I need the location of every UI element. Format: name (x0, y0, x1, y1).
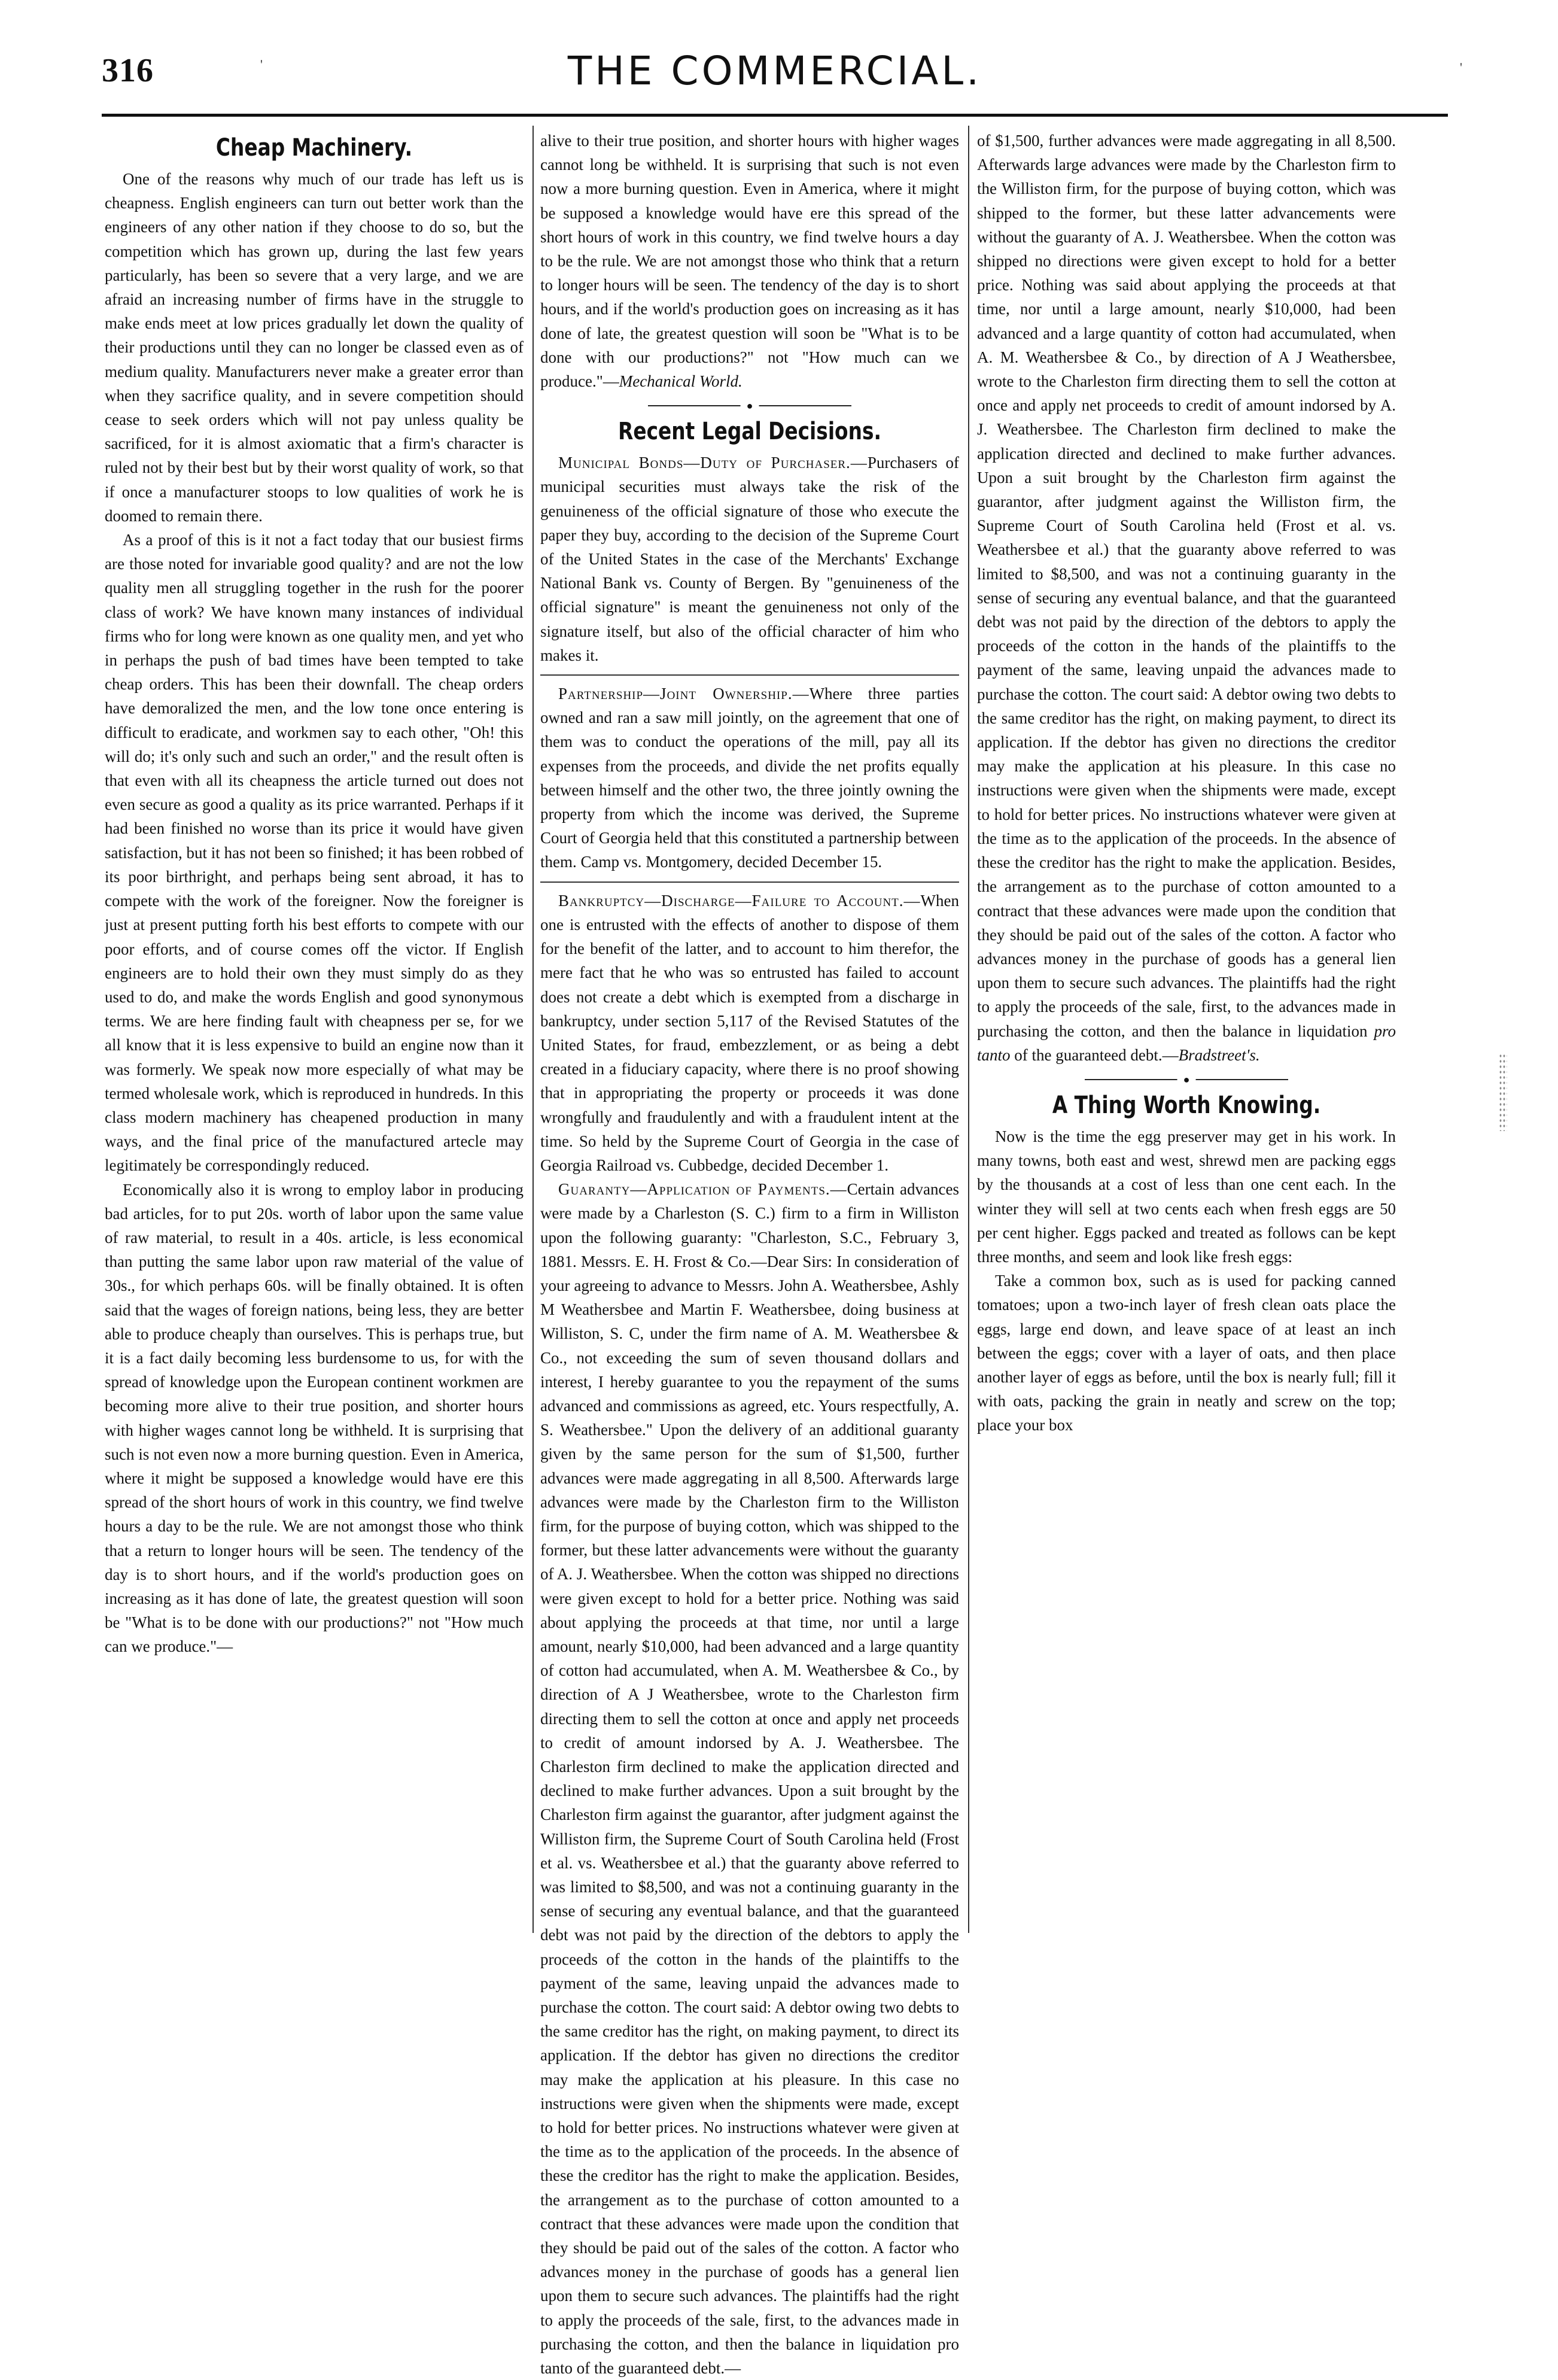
legal-item-lead: Bankruptcy—Discharge—Failure to Account.— (558, 891, 921, 910)
section-rule (540, 882, 959, 883)
column-3 (977, 129, 1396, 1948)
legal-item (540, 451, 959, 667)
article-source: Mechanical World. (619, 372, 743, 391)
article-headline: Cheap Machinery. (215, 134, 413, 162)
column-rule (532, 126, 534, 1933)
article-headline: Recent Legal Decisions. (618, 418, 881, 446)
divider-ornament: ● (1177, 1073, 1196, 1086)
article-divider (648, 399, 851, 412)
legal-item-text: Certain advances were made by a Charleston (S. C.) firm to a firm in Williston upon the following guaranty: "Charleston, S.C., February 3, 1881. Messrs. E. H. Frost & Co.—Dear Sirs: In consideration of your agreeing to advance to Messrs. John A. Weathersbee, Ashly M Weathersbee and Martin F. Weathersbee, doing business at Williston, S. C, under the firm name of A. M. Weathersbee & Co., not exceeding the sum of seven thousand dollars and interest, I hereby guarantee to you the repayment of the sums advanced and commissions as agreed, etc. Yours respectfully, A. S. Weathersbee." Upon the delivery of an additional guaranty given by the same person for the sum of $1,500, further advances were made aggregating in all 8,500. Afterwards large advances were made by the Charleston firm to the Williston firm, for the purpose of buying cotton, which was shipped to the former, but these latter advancements were without the guaranty of A. J. Weathersbee. When the cotton was shipped no directions were given except to hold for a better price. Nothing was said about applying the proceeds at that time, nor until a large amount, nearly $10,000, had been advanced and a large quantity of cotton had accumulated, when A. M. Weathersbee & Co., by direction of A J Weathersbee, wrote to the Charleston firm directing them to sell the cotton at once and apply net proceeds to credit of amount indorsed by A. J. Weathersbee. The Charleston firm declined to make the application directed and declined to make further advances. Upon a suit brought by the Charleston firm against the guarantor, after judgment against the Williston firm, the Supreme Court of South Carolina held (Frost et al. vs. Weathersbee et al.) that the guaranty above referred to was limited to $8,500, and was not a continuing guaranty in the sense of securing any eventual balance, and that the guaranteed debt was not paid by the direction of the debtors to apply the proceeds of the cotton in the hands of the plaintiffs to the payment of the same, leaving unpaid the advances made to purchase the cotton. The court said: A debtor owing two debts to the same creditor has the right, on making payment, to direct its application. If the debtor has given no directions the creditor may make the application at his pleasure. In this case no instructions were given when the shipments were made, except to hold for better prices. No instructions whatever were given at the time as to the application of the proceeds. In the absence of these the creditor has the right to make the application. Besides, the arrangement as to the purchase of cotton amounted to a contract that these advances were made upon the condition that they should be paid out of the sales of the cotton. A factor who advances money in the purchase of goods has a general lien upon them to secure such advances. The plaintiffs had the right to apply the proceeds of the sale, first, to the advances made in purchasing the cotton, and then the balance in liquidation pro tanto of the guaranteed debt.— (540, 1180, 959, 2378)
page-number: 316 (102, 52, 154, 89)
article-divider (1085, 1073, 1288, 1086)
margin-mark: ' (1460, 60, 1462, 75)
legal-item-text: Where three parties owned and ran a saw mill jointly, on the agreement that one of them was to conduct the operations of the mill, pay all its expenses from the proceeds, and divide the net profits equally between himself and the other two, the three jointly owning the property from which the income was derived, the Supreme Court of Georgia held that this constituted a partnership between them. Camp vs. Montgomery, decided December 15. (540, 685, 959, 871)
divider-ornament: ● (741, 399, 759, 412)
journal-title: THE COMMERCIAL. (567, 48, 982, 94)
legal-item-lead: Guaranty—Application of Payments.— (558, 1180, 847, 1199)
article-headline: A Thing Worth Knowing. (1052, 1091, 1321, 1119)
article-paragraph: As a proof of this is it not a fact today that our busiest firms are those noted for invariable good quality? and are not the low quality men all struggling together in the rush for the poorer class of work? We have known many instances of individual firms who for long were known as one quality men, and yet who in perhaps the push of bad times have been tempted to take cheap orders. This has been their downfall. The cheap orders have demoralized the men, and the low tone once entering is difficult to eradicate, and workmen say to each other, "Oh! this will do; it's only such and such an order," and the result often is that even with all its cheapness the article turned out does not even secure as good a quality as its price warranted. Perhaps if it had been finished no worse than its price it would have given satisfaction, but it has not been so finished; it has been robbed of its poor birthright, and perhaps being sent abroad, it has to compete with the work of the foreigner. Now the foreigner is just at present putting forth his best efforts to compete with our poor efforts, and of course comes off the victor. If English engineers are to hold their own they must simply do as they used to do, and make the words English and good synonymous terms. We are here finding fault with cheapness per se, for we all know that it is less expensive to build an engine now than it was formerly. We speak now more especially of what may be termed wholesale work, which is reproduced in hundreds. In this class modern machinery has cheapened production in many ways, and the final price of the manufactured artecle may legitimately be correspondingly reduced. (105, 531, 524, 1175)
legal-item (540, 1177, 959, 2380)
column-2 (540, 129, 959, 2378)
article-paragraph: One of the reasons why much of our trade has left us is cheapness. English engineers can turn out better work than the engineers of any other nation if they choose to do so, but the competition which has grown up, during the last few years particularly, has been so severe that a very large, and we are afraid an increasing number of firms have in the struggle to make ends meet at low prices gradually let down the quality of their productions until they can no longer be classed even as of medium quality. Manufacturers never make a greater error than when they sacrifice quality, and in severe competition should cease to seek orders which will not pay unless quality be sacrificed, for it is almost axiomatic that a firm's character is ruled not by their best but by their worst quality of work, so that if once a manufacturer stoops to low qualities of work he is doomed to remain there. (105, 170, 524, 525)
legal-item (540, 889, 959, 1177)
header-rule (102, 114, 1448, 117)
legal-item (540, 682, 959, 874)
page-header (102, 48, 1448, 114)
legal-item-lead: Municipal Bonds—Duty of Purchaser.— (558, 454, 868, 472)
article-paragraph: Take a common box, such as is used for packing canned tomatoes; upon a two-inch layer of fresh clean oats place the eggs, large end down, and leave space of at least an inch between the eggs; cover with a layer of oats, and then place another layer of eggs as before, until the box is nearly full; fill it with oats, packing the grain in neatly and screw on the top; place your box (977, 1272, 1396, 1434)
article-paragraph: Economically also it is wrong to employ labor in producing bad articles, for to put 20s. worth of labor upon the same value of raw material, to result in a 40s. article, is less economical than putting the same labor upon raw material of the value of 30s., for which perhaps 60s. will be finally obtained. It is often said that the wages of foreign nations, being less, they are better able to produce cheaply than ourselves. This is perhaps true, but it is a fact daily becoming less burdensome to us, for with the spread of knowledge upon the European continent workmen are becoming more alive to their true position, and shorter hours with higher wages cannot long be withheld. It is surprising that such is not even now a more burning question. Even in America, where it might be supposed a knowledge would have ere this spread of the short hours of work in this country, we find twelve hours a day to be the rule. We are not amongst those who think that a return to longer hours will be seen. The tendency of the day is to short hours, and if the world's production goes on increasing as it has done of late, the greatest question will soon be "What is to be done with our productions?" not "How much can we produce."— (105, 1180, 524, 1656)
article-continuation: alive to their true position, and shorter hours with higher wages cannot long be withheld. It is surprising that such is not even now a more burning question. Even in America, where it might be supposed a knowledge would have ere this spread of the short hours of work in this country, we find twelve hours a day to be the rule. We are not amongst those who think that a return to longer hours will be seen. The tendency of the day is to short hours, and if the world's production goes on increasing as it has done of late, the greatest question will soon be "What is to be done with our productions?" not "How much can we produce."—Mechanical World. (540, 132, 959, 391)
article-continuation: of $1,500, further advances were made aggregating in all 8,500. Afterwards large advances were made by the Charleston firm to the Williston firm, for the purpose of buying cotton, which was shipped to the former, but these latter advancements were without the guaranty of A. J. Weathersbee. When the cotton was shipped no directions were given except to hold for a better price. Nothing was said about applying the proceeds at that time, nor until a large amount, nearly $10,000, had been advanced and a large quantity of cotton had accumulated, when A. M. Weathersbee & Co., by direction of A J Weathersbee, wrote to the Charleston firm directing them to sell the cotton at once and apply net proceeds to credit of amount indorsed by A. J. Weathersbee. The Charleston firm declined to make the application directed and declined to make further advances. Upon a suit brought by the Charleston firm against the guarantor, after judgment against the Williston firm, the Supreme Court of South Carolina held (Frost et al. vs. Weathersbee et al.) that the guaranty above referred to was limited to $8,500, and was not a continuing guaranty in the sense of securing any eventual balance, and that the guaranteed debt was not paid by the direction of the debtors to apply the proceeds of the cotton in the hands of the plaintiffs to the payment of the same, leaving unpaid the advances made to purchase the cotton. The court said: A debtor owing two debts to the same creditor has the right, on making payment, to direct its application. If the debtor has given no directions the creditor may make the application at his pleasure. In this case no instructions were given when the shipments were made, except to hold for better prices. No instructions whatever were given at the time as to the application of the proceeds. In the absence of these the creditor has the right to make the application. Besides, the arrangement as to the purchase of cotton amounted to a contract that these advances were made upon the condition that they should be paid out of the sales of the cotton. A factor who advances money in the purchase of goods has a general lien upon them to secure such advances. The plaintiffs had the right to apply the proceeds of the sale, first, to the advances made in purchasing the cotton, and then the balance in liquidation pro tanto of the guaranteed debt.—Bradstreet's. (977, 132, 1396, 1064)
legal-item-lead: Partnership—Joint Ownership.— (558, 685, 810, 703)
column-rule (968, 126, 969, 1933)
margin-mark: ' (260, 57, 263, 72)
legal-item-text: When one is entrusted with the effects of another to dispose of them for the benefit of the latter, and to account to him therefor, the mere fact that he who was so entrusted has failed to account does not create a debt which is exempted from a discharge in bankruptcy, under section 5,117 of the Revised Statutes of the United States, for fraud, embezzlement, or as being a debt created in a fiduciary capacity, where there is no proof showing that in appropriating the property or proceeds it was done wrongfully and fraudulently and with a fraudulent intent at the time. So held by the Supreme Court of Georgia in the case of Georgia Railroad vs. Cubbedge, decided December 1. (540, 891, 959, 1174)
margin-speckle (1499, 1053, 1507, 1131)
article-paragraph: Now is the time the egg preserver may get in his work. In many towns, both east and west, shrewd men are packing eggs by the thousands at a cost of less than one cent each. In the winter they will sell at two cents each when fresh eggs are 50 per cent higher. Eggs packed and treated as follows can be kept three months, and seem and look like fresh eggs: (977, 1127, 1396, 1266)
column-1 (105, 129, 524, 1948)
section-rule (540, 674, 959, 676)
article-source: Bradstreet's. (1178, 1045, 1260, 1064)
legal-item-text: Purchasers of municipal securities must always take the risk of the genuineness of the official signature of those who execute the paper they buy, according to the decision of the Supreme Court of the United States in the case of the Merchants' Exchange National Bank vs. County of Bergen. By "genuineness of the official signature" is meant the genuineness not only of the signature itself, but also of the official character of him who makes it. (540, 454, 959, 664)
